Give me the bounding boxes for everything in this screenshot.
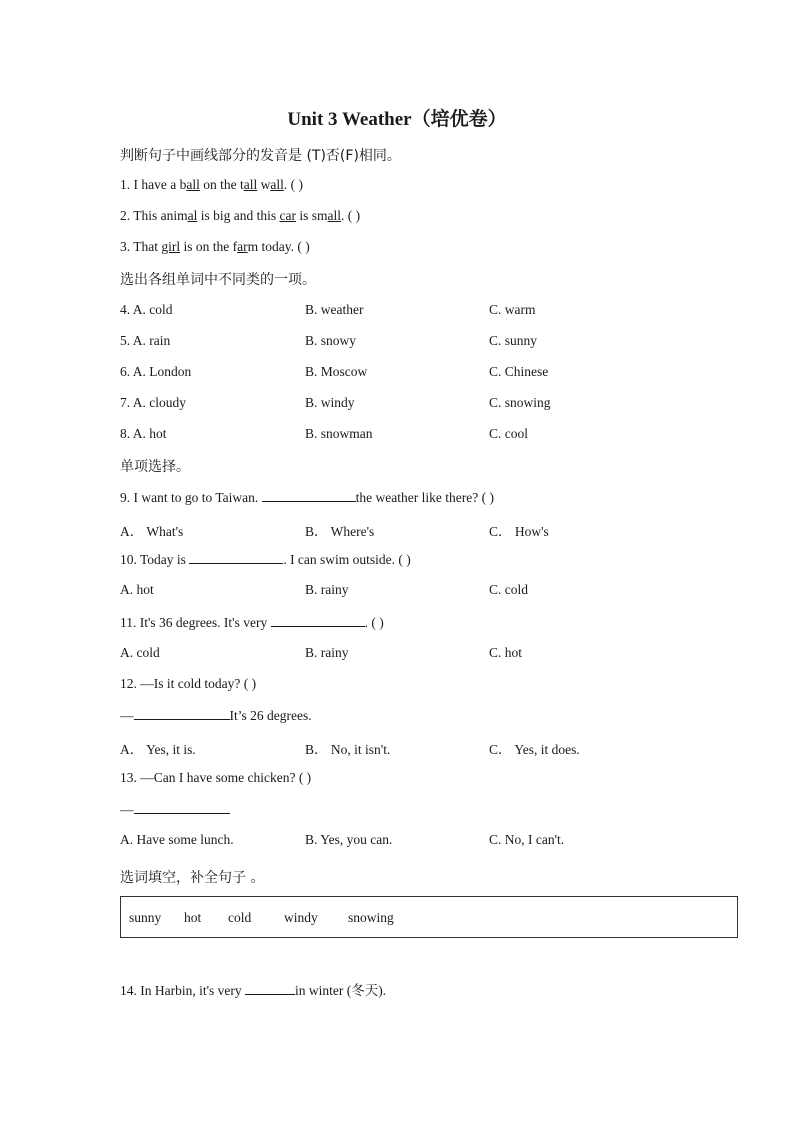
option-b: B. weather xyxy=(305,302,364,317)
answer-blank xyxy=(245,982,295,995)
option-b: B. windy xyxy=(305,395,355,410)
question-12: 12. —Is it cold today? ( ) xyxy=(120,676,257,691)
question-9: 9. I want to go to Taiwan. the weather like there? ( ) xyxy=(120,490,494,505)
option-a: 5. A. rain xyxy=(120,333,171,348)
section-heading-pronunciation: 判断句子中画线部分的发音是 (T)否(F)相同。 xyxy=(120,148,401,164)
option-b: B. snowman xyxy=(305,426,373,441)
question-13: 13. —Can I have some chicken? ( ) xyxy=(120,770,312,785)
underlined-part: car xyxy=(279,208,297,223)
section-heading-multiple-choice: 单项选择。 xyxy=(120,459,190,475)
option-b: B． No, it isn't. xyxy=(305,742,391,757)
answer-blank xyxy=(134,707,230,720)
answer-blank xyxy=(262,489,356,502)
underlined-part: all xyxy=(186,177,200,192)
word-bank-item: cold xyxy=(228,910,252,925)
underlined-part: girl xyxy=(161,239,181,254)
option-b: B. rainy xyxy=(305,645,349,660)
option-c: C. sunny xyxy=(489,333,538,348)
word-bank-item: hot xyxy=(184,910,202,925)
underlined-part: al xyxy=(187,208,198,223)
word-bank-item: windy xyxy=(284,910,318,925)
option-c: C． Yes, it does. xyxy=(489,742,580,757)
question-12-answer-line: — It’s 26 degrees. xyxy=(120,708,312,723)
answer-blank xyxy=(189,551,283,564)
option-a: A. Have some lunch. xyxy=(120,832,234,847)
word-bank-item: sunny xyxy=(129,910,162,925)
option-a: 7. A. cloudy xyxy=(120,395,186,410)
question-2: 2. This animal is big and this car is small. ( ) xyxy=(120,208,361,223)
section-heading-fill-in: 选词填空，补全句子 。 xyxy=(120,870,265,886)
option-a: A． What's xyxy=(120,524,184,539)
question-3: 3. That girl is on the farm today. ( ) xyxy=(120,239,310,254)
option-c: C. hot xyxy=(489,645,523,660)
underlined-part: all xyxy=(270,177,284,192)
question-1: 1. I have a ball on the tall wall. ( ) xyxy=(120,177,303,192)
option-c: C． How's xyxy=(489,524,549,539)
word-bank-box xyxy=(120,896,738,938)
underlined-part: all xyxy=(327,208,342,223)
option-b: B. snowy xyxy=(305,333,357,348)
option-c: C. cold xyxy=(489,582,528,597)
answer-blank xyxy=(134,801,230,814)
option-b: B． Where's xyxy=(305,524,375,539)
option-c: C. Chinese xyxy=(489,364,549,379)
option-a: A. cold xyxy=(120,645,160,660)
question-10: 10. Today is . I can swim outside. ( ) xyxy=(120,552,411,567)
word-bank-item: snowing xyxy=(348,910,394,925)
option-b: B. Moscow xyxy=(305,364,368,379)
option-a: 8. A. hot xyxy=(120,426,167,441)
question-14: 14. In Harbin, it's very in winter (冬天). xyxy=(120,983,387,998)
section-heading-odd-one-out: 选出各组单词中不同类的一项。 xyxy=(120,272,316,288)
answer-blank xyxy=(271,614,365,627)
option-c: C. cool xyxy=(489,426,528,441)
option-a: A． Yes, it is. xyxy=(120,742,196,757)
option-c: C. No, I can't. xyxy=(489,832,565,847)
option-a: 6. A. London xyxy=(120,364,192,379)
option-b: B. rainy xyxy=(305,582,349,597)
option-c: C. warm xyxy=(489,302,536,317)
option-c: C. snowing xyxy=(489,395,551,410)
option-a: 4. A. cold xyxy=(120,302,173,317)
question-13-answer-line: — xyxy=(120,801,230,818)
underlined-part: all xyxy=(243,177,258,192)
option-b: B. Yes, you can. xyxy=(305,832,393,847)
page-title: Unit 3 Weather（培优卷） xyxy=(287,109,507,130)
underlined-part: ar xyxy=(237,239,248,254)
question-11: 11. It's 36 degrees. It's very . ( ) xyxy=(120,615,384,630)
option-a: A. hot xyxy=(120,582,154,597)
